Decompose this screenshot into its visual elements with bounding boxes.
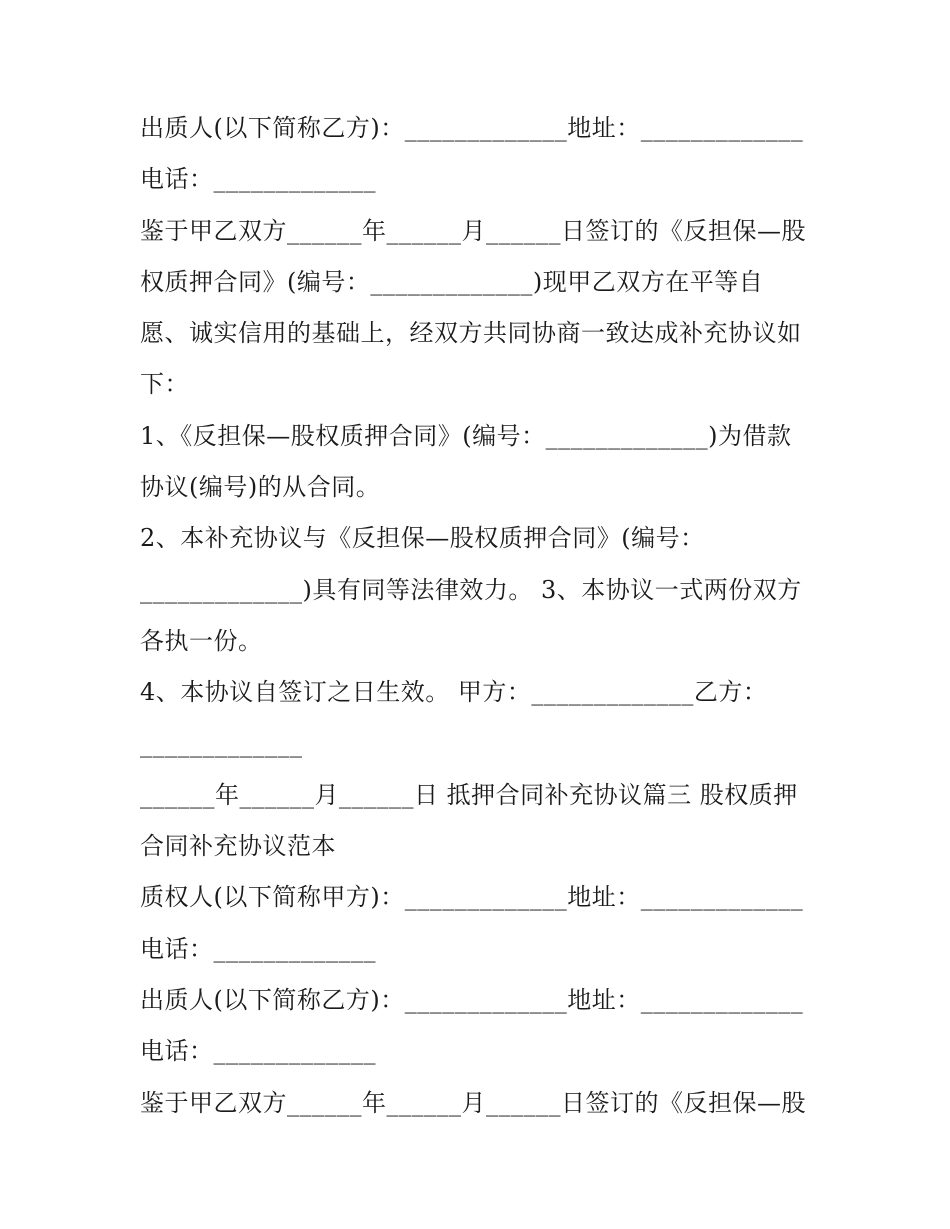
text-line: 电话：_____________ [140,934,376,963]
text-line: 权质押合同》(编号：_____________)现甲乙双方在平等自 [140,267,764,296]
text-line: _____________ [140,729,303,758]
text-line: 各执一份。 [140,626,263,655]
text-line: 合同补充协议范本 [140,832,336,861]
document-body [140,103,820,1129]
text-line: 电话：_____________ [140,165,376,194]
text-line: 鉴于甲乙双方______年______月______日签订的《反担保—股 [140,216,806,245]
text-line: 出质人(以下简称乙方)：_____________地址：_____________ [140,114,804,142]
text-line: 4、本协议自签订之日生效。 甲方：_____________乙方： [140,678,768,707]
text-line: 鉴于甲乙双方______年______月______日签订的《反担保—股 [140,1088,806,1117]
text-line: ______年______月______日 抵押合同补充协议篇三 股权质押 [140,780,798,809]
text-line: 质权人(以下简称甲方)：_____________地址：_____________ [140,883,804,912]
text-line: _____________)具有同等法律效力。 3、本协议一式两份双方 [140,575,802,604]
text-line: 愿、诚实信用的基础上，经双方共同协商一致达成补充协议如 [140,319,802,348]
text-line: 1、《反担保—股权质押合同》(编号：_____________)为借款 [140,421,792,450]
text-line: 出质人(以下简称乙方)：_____________地址：_____________ [140,986,804,1015]
text-line: 2、本补充协议与《反担保—股权质押合同》(编号： [140,524,705,553]
text-line: 电话：_____________ [140,1037,376,1066]
text-line: 协议(编号)的从合同。 [140,473,381,502]
text-line: 下： [140,370,189,399]
